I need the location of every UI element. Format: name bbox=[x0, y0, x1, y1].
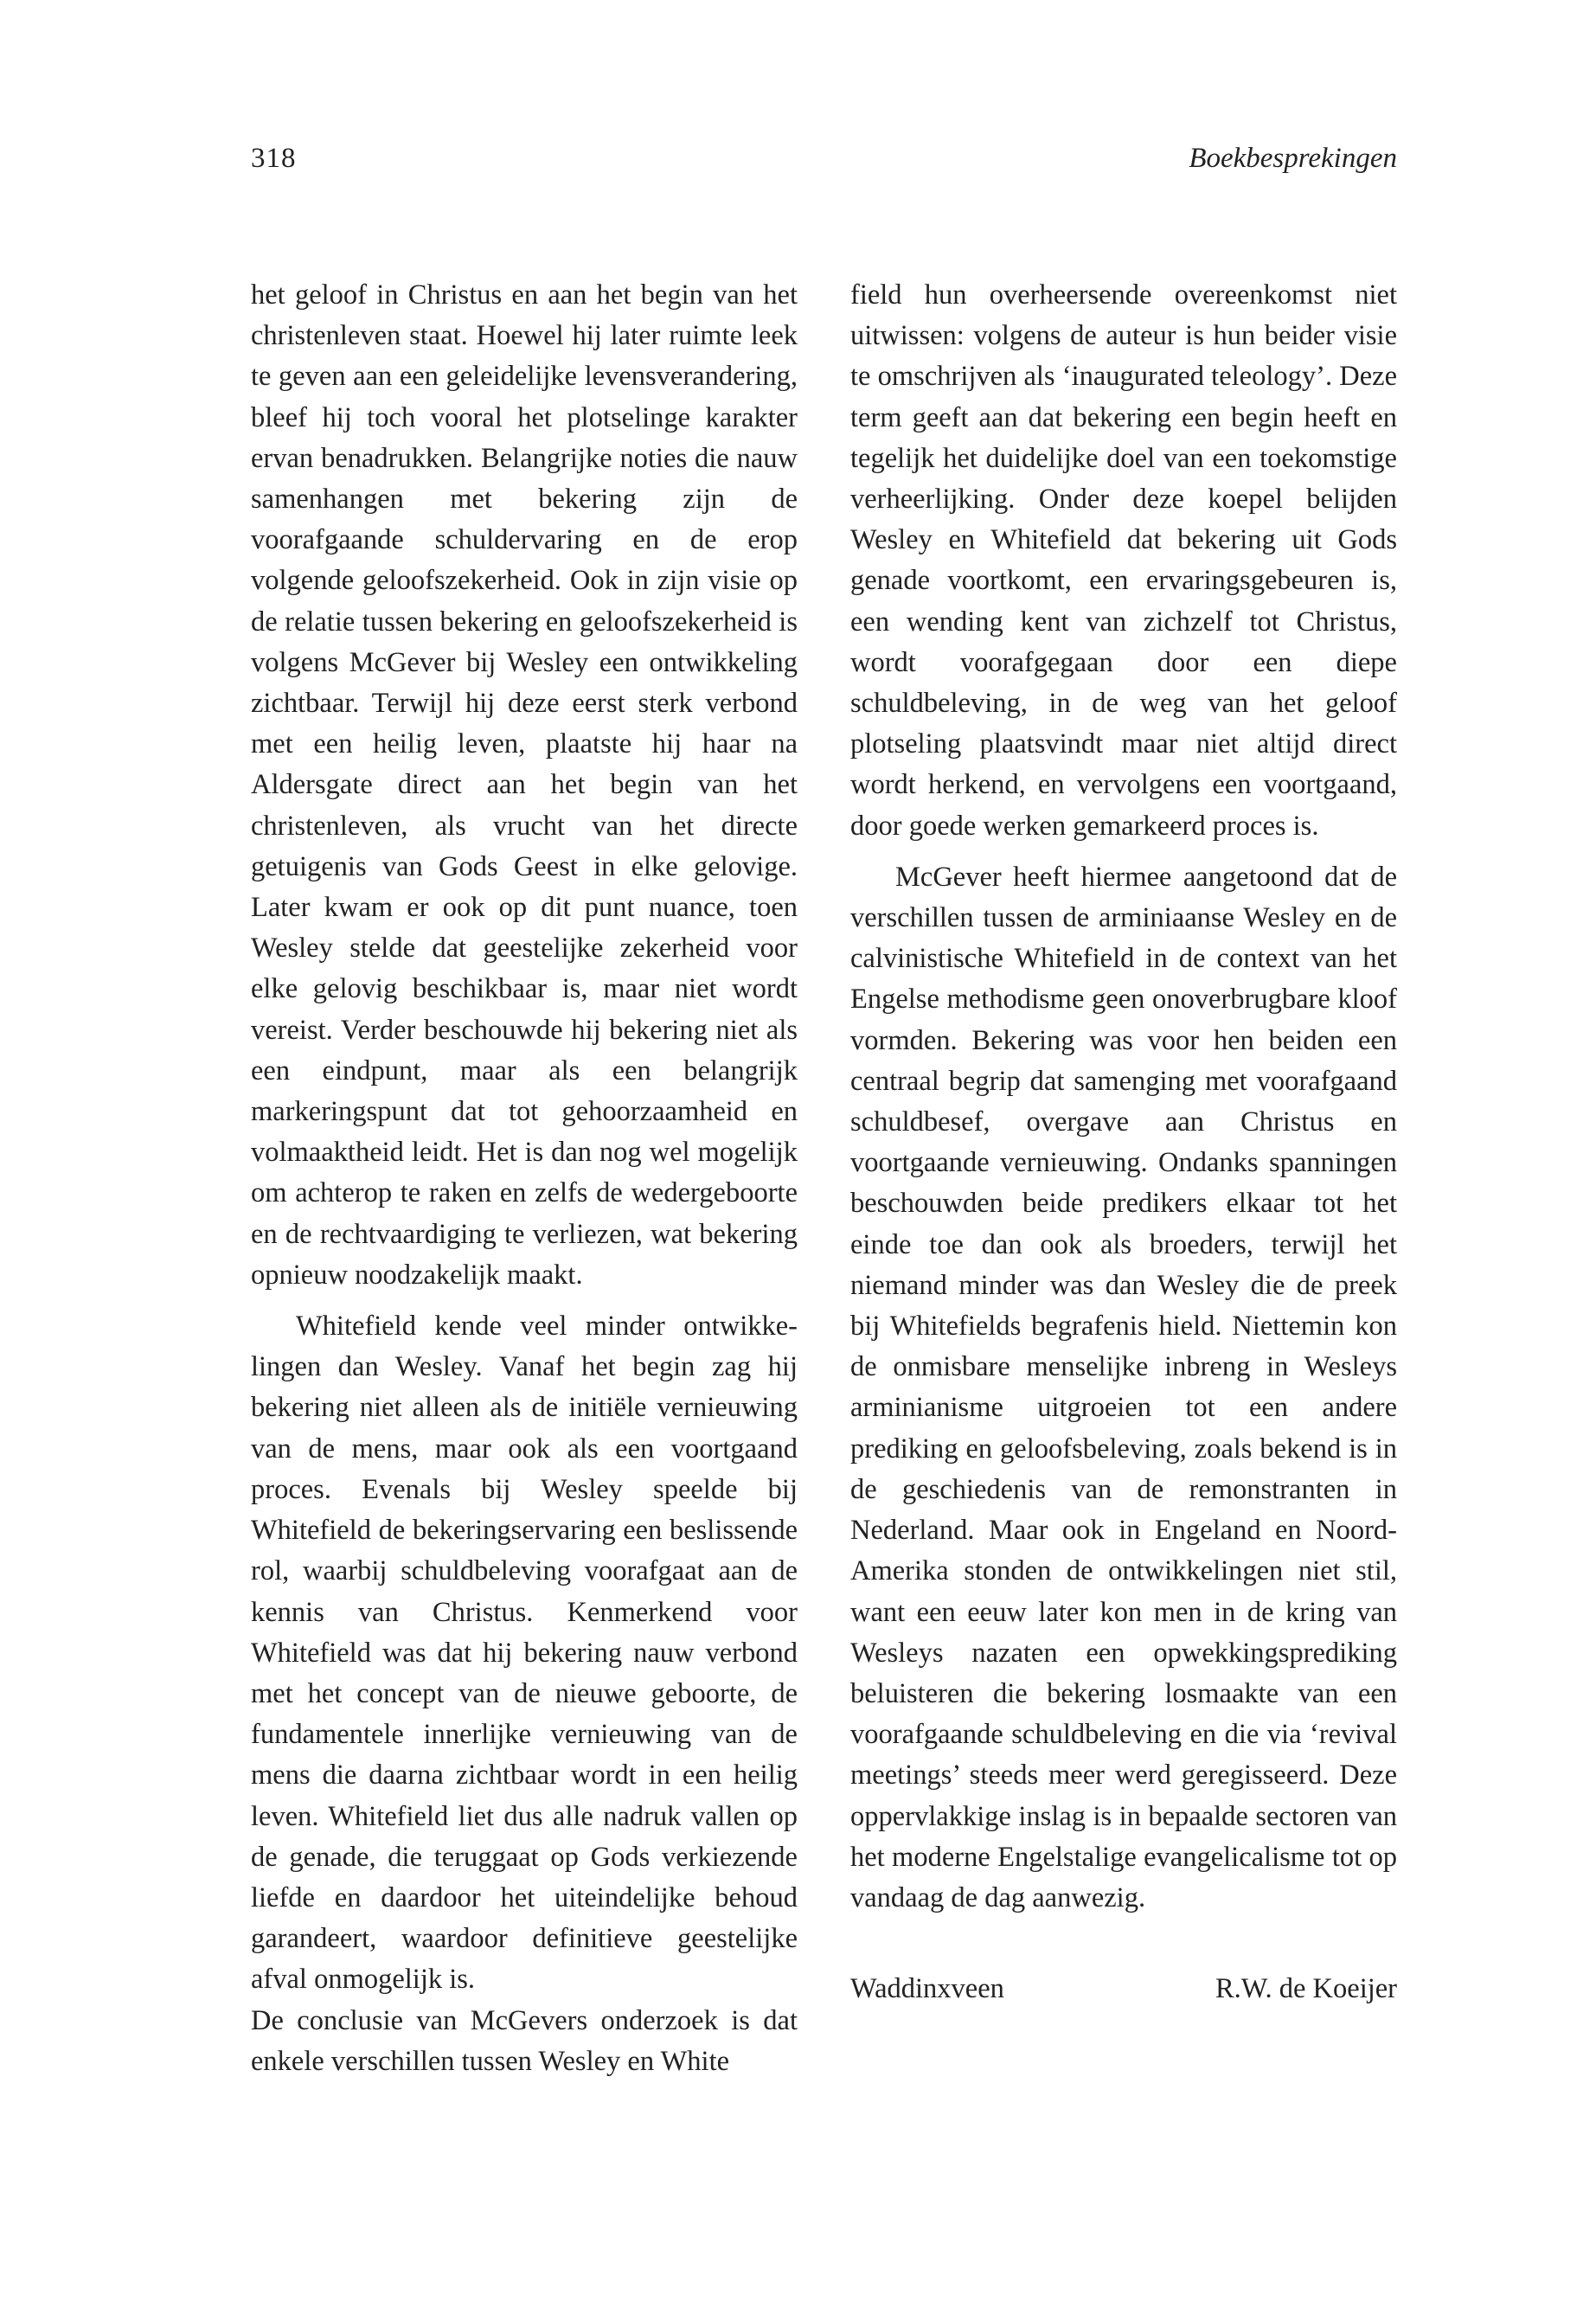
running-title: Boekbesprekingen bbox=[1189, 143, 1397, 174]
review-signature bbox=[850, 1969, 1397, 2009]
signature-place: Waddinxveen bbox=[850, 1973, 1004, 2005]
paragraph-continuation: het geloof in Christus en aan het begin van het christenleven staat. Hoewel hij later ruimte leek te geven aan een geleidelijke levensverandering, bleef hij toch vooral het plotselinge karakter ervan benadrukken. Belangrijke noties die nauw samenhangen met bekering zijn de voorafgaande schuldervaring en de erop volgende geloofszekerheid. Ook in zijn visie op de relatie tussen bekering en geloofszekerheid is volgens McGever bij Wesley een ontwikkeling zichtbaar. Terwijl hij deze eerst sterk verbond met een heilig leven, plaatste hij haar na Aldersgate direct aan het begin van het christenleven, als vrucht van het directe getuigenis van Gods Geest in elke gelovige. Later kwam er ook op dit punt nuance, toen Wesley stelde dat geestelijke zekerheid voor elke gelovig beschikbaar is, maar niet wordt vereist. Verder beschouwde hij bekering niet als een eindpunt, maar als een belangrijk markeringspunt dat tot gehoorzaamheid en volmaaktheid leidt. Het is dan nog wel mogelijk om achterop te raken en zelfs de wedergeboorte en de rechtvaardiging te verliezen, wat bekering opnieuw noodzakelijk maakt. bbox=[251, 279, 798, 1291]
paragraph-mcgever: McGever heeft hiermee aangetoond dat de verschillen tussen de arminiaanse Wesley en de calvinistische Whitefield in de context van het Engelse methodisme geen onoverbrugbare kloof vormden. Bekering was voor hen beiden een centraal begrip dat samenging met voorafgaand schuldbesef, overgave aan Christus en voortgaande vernieuwing. Ondanks spanningen beschouwden beide predikers elkaar tot het einde toe dan ook als broeders, terwijl het niemand minder was dan Wesley die de preek bij Whitefields begrafenis hield. Niettemin kon de onmisbare menselijke inbreng in Wesleys arminianisme uitgroeien tot een andere prediking en geloofsbeleving, zoals bekend is in de geschiedenis van de remonstranten in Nederland. Maar ook in Engeland en Noord-Amerika stonden de ontwikkelingen niet stil, want een eeuw later kon men in de kring van Wesleys nazaten een opwekkingsprediking beluisteren die bekering losmaakte van een voorafgaande schuldbeleving en die via ‘revival meetings’ steeds meer werd geregisseerd. Deze oppervlakkige inslag is in bepaalde sectoren van het moderne Engelstalige evangelicalisme tot op vandaag de dag aanwezig. bbox=[850, 861, 1397, 1913]
right-column bbox=[850, 275, 1397, 2009]
paragraph-whitefield: Whitefield kende veel minder ontwikkelingen dan Wesley. Vanaf het begin zag hij bekering niet alleen als de initiële vernieuwing van de mens, maar ook als een voortgaand proces. Evenals bij Wesley speelde bij Whitefield de bekeringservaring een beslissende rol, waarbij schuldbeleving voorafgaat aan de kennis van Christus. Kenmerkend voor Whitefield was dat hij bekering nauw verbond met het concept van de nieuwe geboorte, de fundamentele innerlijke vernieuwing van de mens die daarna zichtbaar wordt in een heilig leven. Whitefield liet dus alle nadruk vallen op de genade, die teruggaat op Gods verkiezende liefde en daardoor het uiteindelijke behoud garandeert, waardoor definitieve geestelijke afval onmogelijk is. bbox=[251, 1311, 798, 1996]
page-number: 318 bbox=[251, 143, 297, 174]
paragraph-continuation-right: field hun overheersende overeenkomst niet uitwissen: volgens de auteur is hun beider visie te omschrijven als ‘inaugurated teleology’. Deze term geeft aan dat bekering een begin heeft en tegelijk het duidelijke doel van een toekomstige verheerlijking. Onder deze koepel belijden Wesley en Whitefield dat bekering uit Gods genade voortkomt, een ervaringsgebeuren is, een wending kent van zichzelf tot Christus, wordt voorafgegaan door een diepe schuldbeleving, in de weg van het geloof plotseling plaatsvindt maar niet altijd direct wordt herkend, en vervolgens een voortgaand, door goede werken gemarkeerd proces is. bbox=[850, 279, 1397, 842]
paragraph-conclusion: De conclusie van McGevers onderzoek is dat enkele verschillen tussen Wesley en White bbox=[251, 2004, 798, 2077]
page-header bbox=[251, 143, 1397, 186]
left-column bbox=[251, 275, 798, 2082]
signature-author: R.W. de Koeijer bbox=[1215, 1973, 1397, 2005]
